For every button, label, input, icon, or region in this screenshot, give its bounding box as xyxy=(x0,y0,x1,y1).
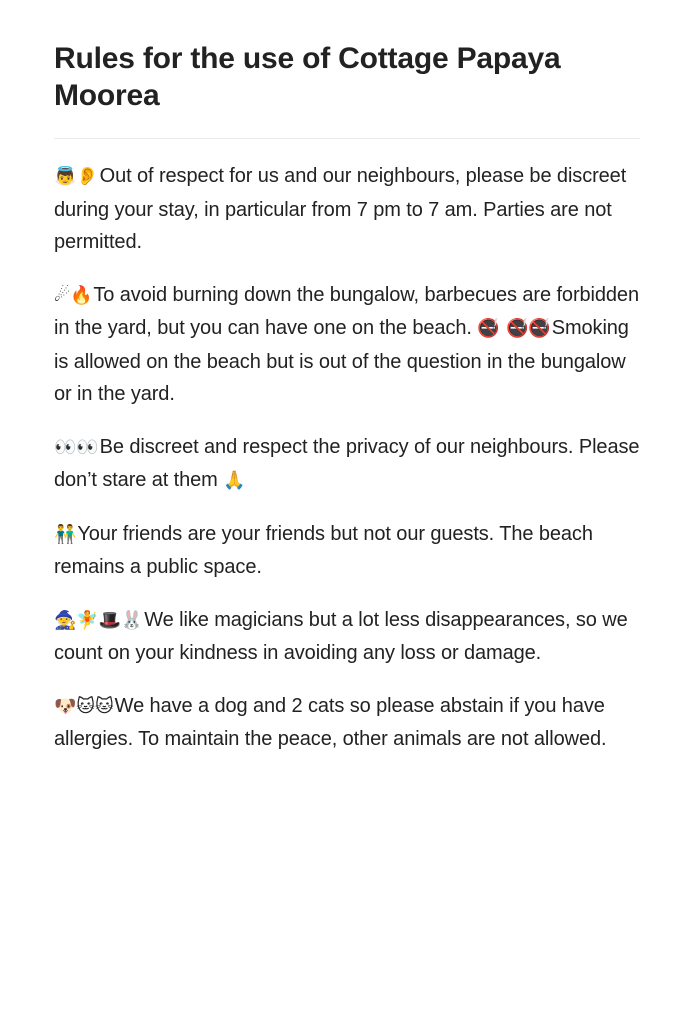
comet-fire-icon: ☄🔥 xyxy=(54,284,93,306)
rule-text: To avoid burning down the bungalow, barbecues are forbidden in the yard, but you can have one on the beach. xyxy=(54,283,639,339)
no-smoking-icon: 🚭 xyxy=(477,318,500,339)
rule-privacy xyxy=(54,431,640,498)
rules-list xyxy=(54,160,640,756)
eyes-icon: 👀👀 xyxy=(54,436,99,458)
title-divider xyxy=(54,138,640,139)
magician-icons: 🧙🧚🎩🐰 xyxy=(54,609,144,631)
rule-pets xyxy=(54,690,640,756)
rule-text: Be discreet and respect the privacy of our neighbours. Please don’t stare at them xyxy=(54,435,640,491)
angel-ear-icon: 👼👂 xyxy=(54,166,99,187)
rule-text: Out of respect for us and our neighbours, please be discreet during your stay, in particular from 7 pm to 7 am. Parties are not permitted. xyxy=(54,165,627,253)
folded-hands-icon: 🙏 xyxy=(223,470,246,491)
no-smoking-icon: 🚭🚭 xyxy=(506,318,551,339)
rule-damage xyxy=(54,604,640,670)
rule-text: Your friends are your friends but not our guests. The beach remains a public space. xyxy=(54,522,593,578)
rule-text: We like magicians but a lot less disappearances, so we count on your kindness in avoiding any loss or damage. xyxy=(54,608,628,664)
rule-quiet-hours xyxy=(54,160,640,259)
rule-text: Smoking is allowed on the beach but is out of the question in the bungalow or in the yard. xyxy=(54,317,629,405)
two-people-icon: 👬 xyxy=(54,523,77,545)
rules-page xyxy=(54,40,640,776)
rule-friends xyxy=(54,518,640,584)
rule-barbecue-smoking xyxy=(54,279,640,411)
page-title: Rules for the use of Cottage Papaya Moorea xyxy=(54,42,561,112)
dog-cat-icons: 🐶🐱🐱 xyxy=(54,695,114,717)
rule-text: We have a dog and 2 cats so please abstain if you have allergies. To maintain the peace, other animals are not allowed. xyxy=(54,694,607,750)
